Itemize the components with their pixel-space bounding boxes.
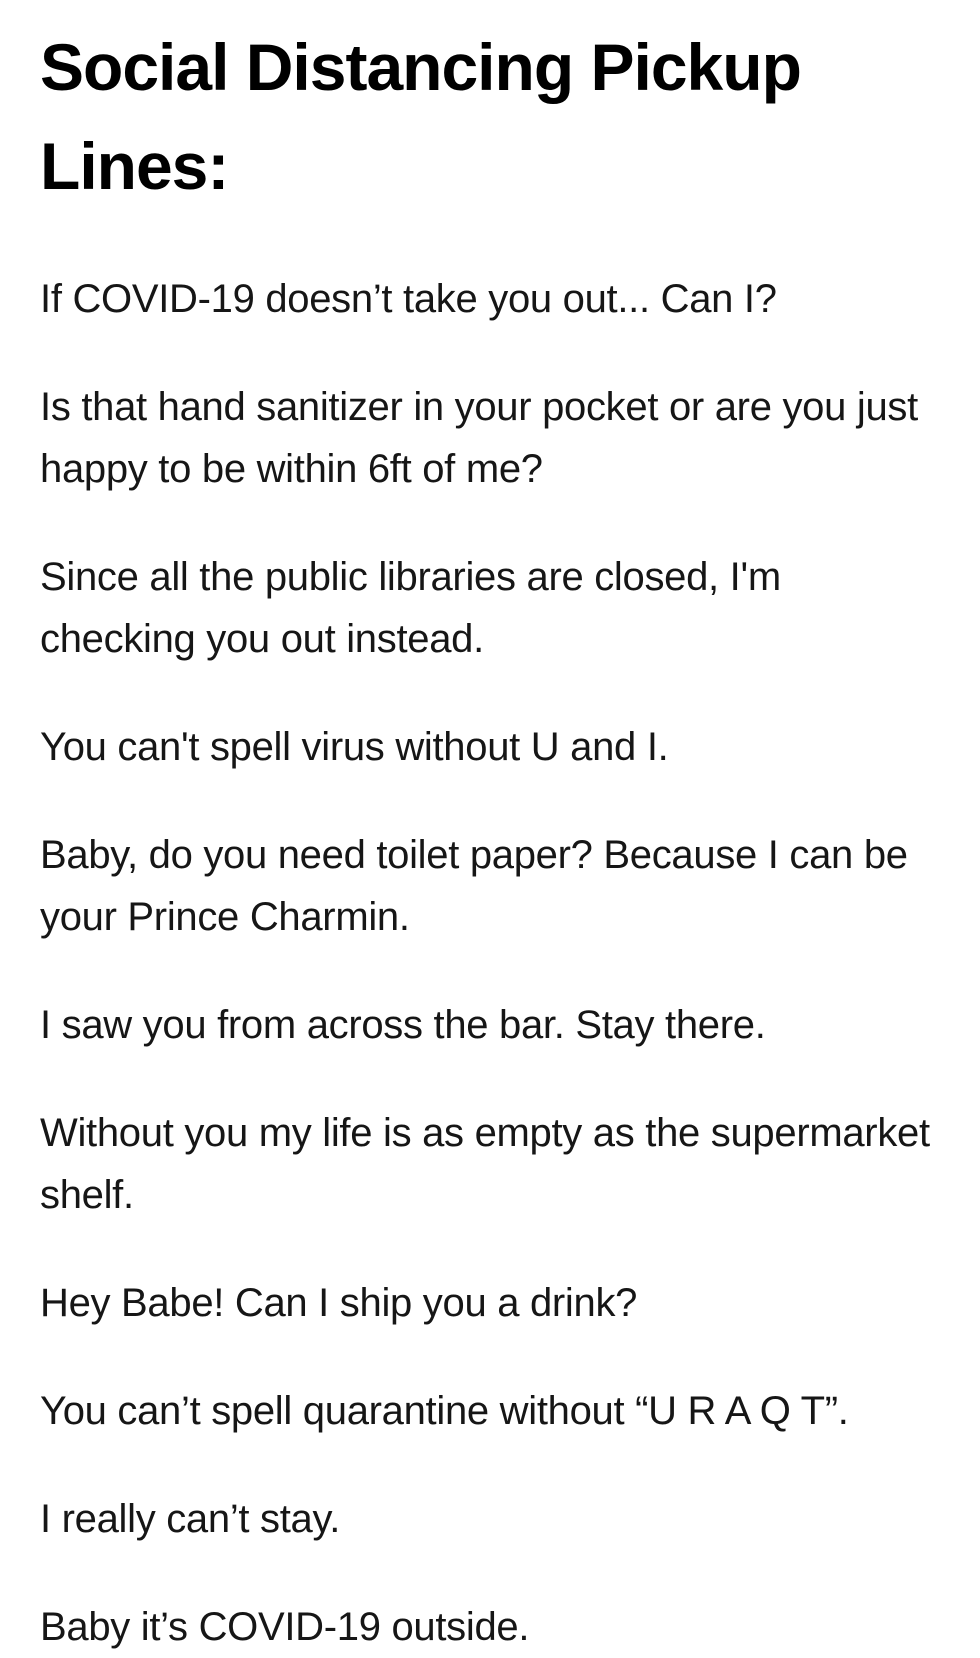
- pickup-line: I saw you from across the bar. Stay there.: [40, 1003, 766, 1047]
- pickup-line: If COVID-19 doesn’t take you out... Can I?: [40, 277, 777, 321]
- pickup-lines-list: [40, 268, 940, 1658]
- pickup-line: Since all the public libraries are closed, I'm checking you out instead.: [40, 555, 781, 661]
- pickup-line: I really can’t stay.: [40, 1497, 341, 1541]
- pickup-line: Without you my life is as empty as the supermarket shelf.: [40, 1111, 930, 1217]
- pickup-line: Baby, do you need toilet paper? Because I can be your Prince Charmin.: [40, 833, 908, 939]
- pickup-line: Hey Babe! Can I ship you a drink?: [40, 1281, 638, 1325]
- page-title: Social Distancing Pickup Lines:: [40, 30, 801, 203]
- pickup-line: You can't spell virus without U and I.: [40, 725, 669, 769]
- pickup-line: Is that hand sanitizer in your pocket or are you just happy to be within 6ft of me?: [40, 385, 918, 491]
- pickup-line: Baby it’s COVID-19 outside.: [40, 1605, 530, 1649]
- pickup-line: You can’t spell quarantine without “U R A Q T”.: [40, 1389, 849, 1433]
